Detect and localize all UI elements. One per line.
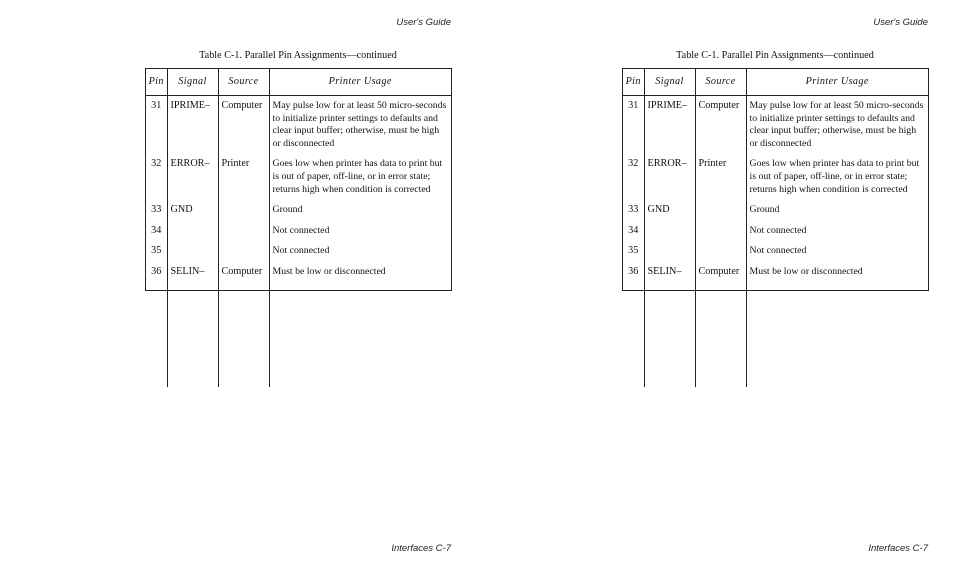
cell-pin: 36 — [623, 266, 644, 287]
cell-signal — [644, 225, 695, 246]
cell-source: Printer — [218, 158, 269, 204]
table-filler-row — [146, 287, 451, 387]
table-row — [146, 266, 451, 287]
column-header-pin: Pin — [623, 69, 644, 96]
cell-source: Computer — [218, 266, 269, 287]
cell-signal — [167, 245, 218, 266]
cell-source — [695, 204, 746, 225]
running-header: User's Guide — [873, 17, 928, 28]
cell-signal: ERROR– — [167, 158, 218, 204]
cell-source: Computer — [695, 266, 746, 287]
cell-pin: 35 — [146, 245, 167, 266]
table-row — [146, 245, 451, 266]
cell-pin: 31 — [623, 96, 644, 159]
column-header-source: Source — [218, 69, 269, 96]
filler-cell — [623, 287, 644, 387]
cell-signal — [644, 245, 695, 266]
cell-usage: Must be low or disconnected — [272, 265, 386, 277]
cell-usage: May pulse low for at least 50 micro-seconds to initialize printer settings to defaults and clear input buffer; otherwise, must be high or disconnected — [749, 100, 924, 149]
cell-usage: Goes low when printer has data to print but is out of paper, off-line, or in error state; returns high when condition is corrected — [749, 158, 920, 195]
column-header-signal: Signal — [167, 69, 218, 96]
cell-source — [218, 245, 269, 266]
filler-cell — [167, 287, 218, 387]
cell-signal: GND — [167, 204, 218, 225]
column-header-signal: Signal — [644, 69, 695, 96]
filler-cell — [269, 287, 451, 387]
pin-table — [622, 68, 929, 291]
table-caption: Table C-1. Parallel Pin Assignments—continued — [199, 50, 397, 61]
cell-signal: IPRIME– — [644, 96, 695, 159]
filler-cell — [146, 287, 167, 387]
cell-source — [218, 204, 269, 225]
cell-source: Printer — [695, 158, 746, 204]
cell-pin: 32 — [146, 158, 167, 204]
filler-cell — [746, 287, 928, 387]
column-header-source: Source — [695, 69, 746, 96]
table-row — [623, 204, 928, 225]
table-row — [146, 225, 451, 246]
table-header-row — [146, 69, 451, 96]
table-row — [623, 225, 928, 246]
cell-pin: 32 — [623, 158, 644, 204]
cell-usage: Ground — [749, 204, 780, 216]
cell-pin: 34 — [623, 225, 644, 246]
table-row — [623, 96, 928, 159]
column-header-usage: Printer Usage — [746, 69, 928, 96]
cell-usage: May pulse low for at least 50 micro-seconds to initialize printer settings to defaults and clear input buffer; otherwise, must be high or disconnected — [272, 100, 447, 149]
running-footer: Interfaces C-7 — [391, 543, 451, 554]
table-header-row — [623, 69, 928, 96]
cell-pin: 34 — [146, 225, 167, 246]
cell-signal: SELIN– — [167, 266, 218, 287]
table-row — [146, 158, 451, 204]
cell-usage: Not connected — [272, 245, 330, 257]
cell-pin: 31 — [146, 96, 167, 159]
cell-pin: 33 — [146, 204, 167, 225]
pin-table — [145, 68, 452, 291]
cell-signal — [167, 225, 218, 246]
cell-source — [695, 225, 746, 246]
cell-pin: 33 — [623, 204, 644, 225]
cell-usage: Ground — [272, 204, 303, 216]
cell-source — [218, 225, 269, 246]
cell-usage: Not connected — [272, 224, 330, 236]
table-row — [623, 245, 928, 266]
cell-source: Computer — [218, 96, 269, 159]
table-filler-row — [623, 287, 928, 387]
table-row — [146, 96, 451, 159]
table-caption: Table C-1. Parallel Pin Assignments—continued — [676, 50, 874, 61]
page-right — [477, 0, 954, 580]
table-row — [623, 158, 928, 204]
column-header-usage: Printer Usage — [269, 69, 451, 96]
table-row — [623, 266, 928, 287]
filler-cell — [218, 287, 269, 387]
cell-usage: Not connected — [749, 245, 807, 257]
filler-cell — [644, 287, 695, 387]
cell-source — [695, 245, 746, 266]
cell-signal: SELIN– — [644, 266, 695, 287]
cell-usage: Must be low or disconnected — [749, 265, 863, 277]
cell-usage: Goes low when printer has data to print but is out of paper, off-line, or in error state; returns high when condition is corrected — [272, 158, 443, 195]
cell-source: Computer — [695, 96, 746, 159]
cell-signal: GND — [644, 204, 695, 225]
cell-pin: 35 — [623, 245, 644, 266]
running-footer: Interfaces C-7 — [868, 543, 928, 554]
table-row — [146, 204, 451, 225]
cell-signal: ERROR– — [644, 158, 695, 204]
cell-usage: Not connected — [749, 224, 807, 236]
column-header-pin: Pin — [146, 69, 167, 96]
filler-cell — [695, 287, 746, 387]
cell-pin: 36 — [146, 266, 167, 287]
cell-signal: IPRIME– — [167, 96, 218, 159]
running-header: User's Guide — [396, 17, 451, 28]
